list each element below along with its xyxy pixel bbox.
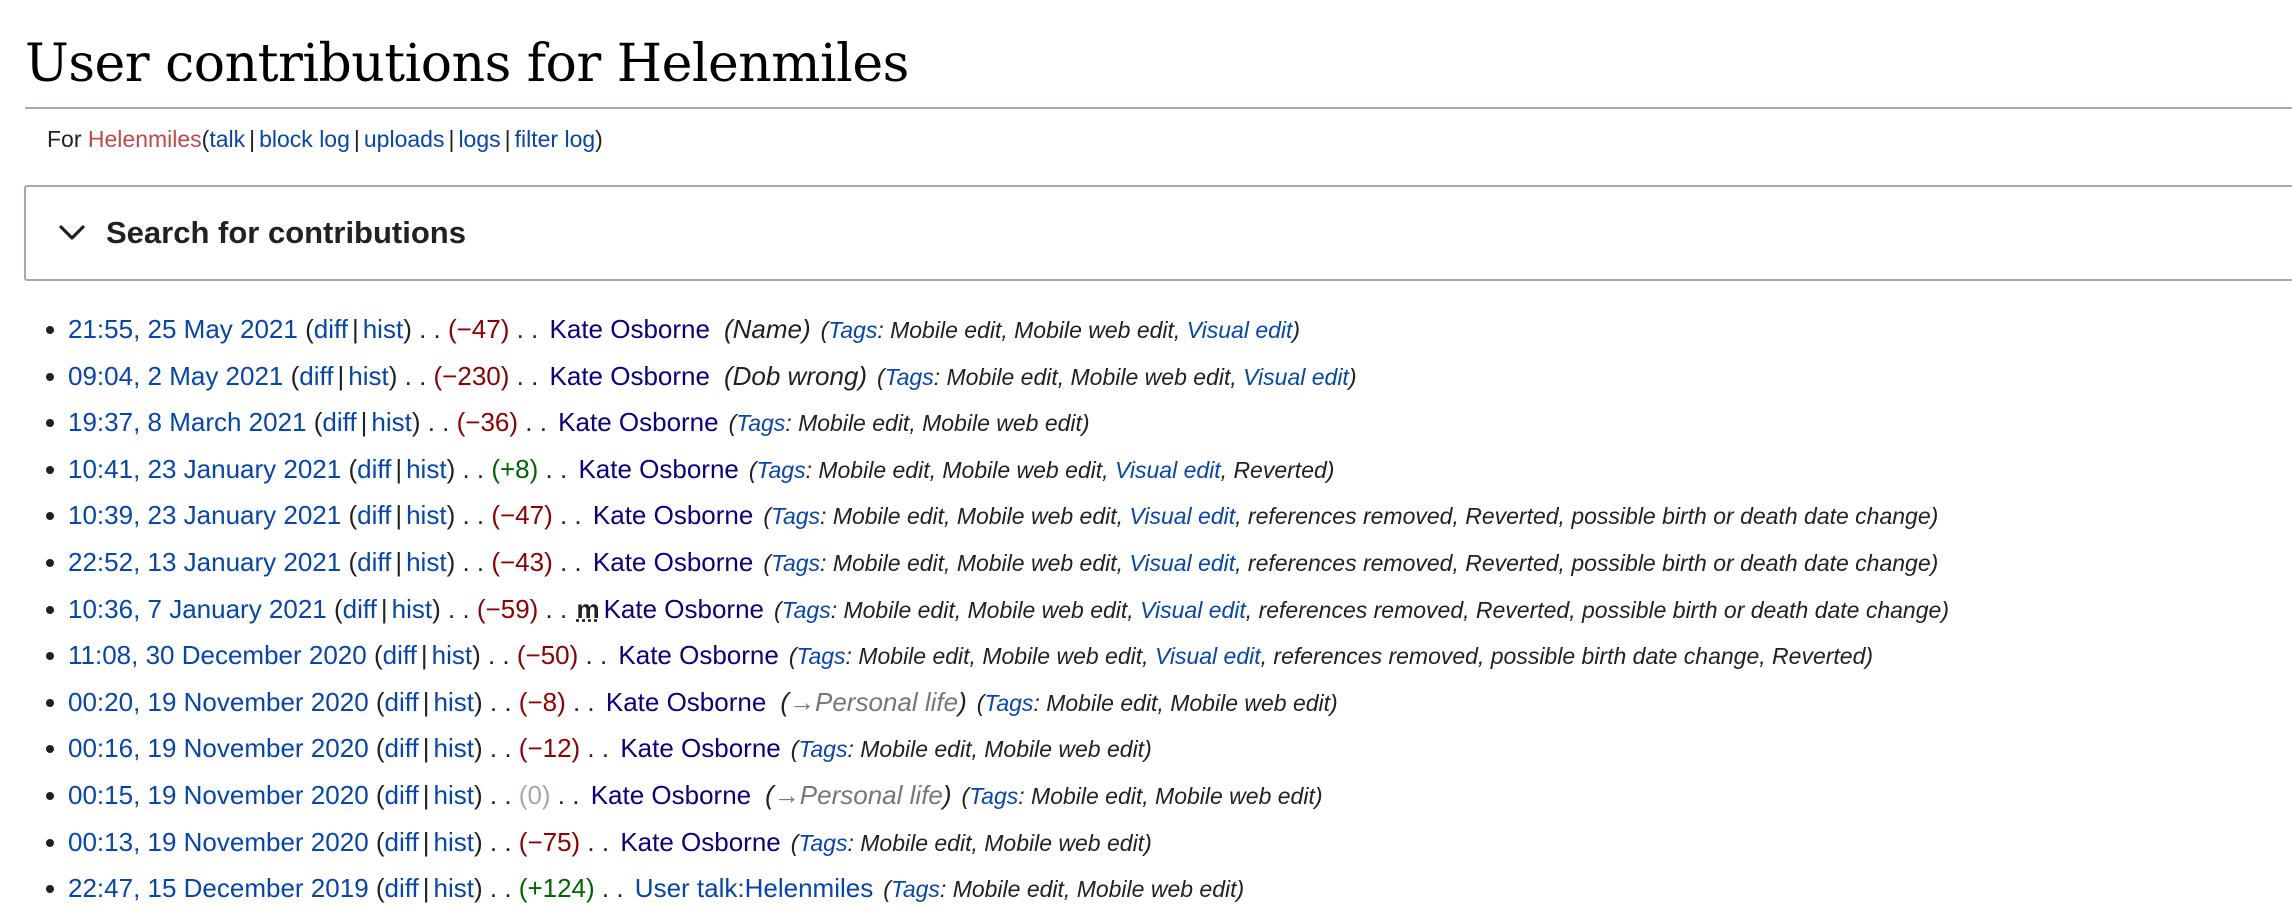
size-change: (+124)	[518, 873, 595, 904]
block-log-link[interactable]: block log	[259, 126, 350, 152]
page-title-link[interactable]: Kate Osborne	[620, 733, 781, 764]
title-divider	[25, 107, 2292, 109]
tags-list: (Tags: Mobile edit, Mobile web edit)	[790, 736, 1152, 763]
chevron-down-icon	[56, 217, 88, 249]
size-change: (−36)	[456, 407, 519, 438]
contribution-row: 22:47, 15 December 2019 (diff | hist) . . (+124) . . User talk:Helenmiles (Tags: Mobile edit, Mobile web edit)	[68, 865, 2292, 912]
user-tools-subtitle: For Helenmiles(talk | block log | uploads | logs | filter log)	[47, 126, 603, 152]
tags-link[interactable]: Tags	[771, 549, 821, 576]
hist-link[interactable]: hist	[433, 733, 474, 764]
hist-link[interactable]: hist	[433, 686, 474, 717]
tag-values-extra: , references removed, Reverted, possible birth or death date change	[1245, 596, 1942, 623]
search-contributions-panel	[24, 185, 2292, 281]
size-change: (−230)	[433, 360, 510, 391]
tag-values: Mobile edit, Mobile web edit,	[818, 456, 1115, 483]
size-change: (−8)	[518, 686, 566, 717]
tags-link[interactable]: Tags	[756, 456, 806, 483]
tag-values-extra: , references removed, Reverted, possible birth or death date change	[1235, 503, 1931, 530]
logs-link[interactable]: logs	[458, 126, 501, 152]
diff-link[interactable]: diff	[357, 453, 392, 484]
size-change: (0)	[518, 779, 551, 810]
contribution-row: 10:41, 23 January 2021 (diff | hist) . . (+8) . . Kate Osborne (Tags: Mobile edit, Mobile web edit, Visual edit, Reverted)	[68, 446, 2292, 493]
diff-link[interactable]: diff	[384, 733, 419, 764]
minor-edit-flag: m	[576, 593, 600, 624]
visual-edit-tag-link[interactable]: Visual edit	[1129, 549, 1236, 576]
edit-summary: (Dob wrong)	[723, 360, 868, 391]
contribution-row: 10:36, 7 January 2021 (diff | hist) . . (−59) . . m Kate Osborne (Tags: Mobile edit, Mobile web edit, Visual edit, references removed, Reverted, possible birth or death date change)	[68, 586, 2292, 633]
tags-list: (Tags: Mobile edit, Mobile web edit, Visual edit)	[820, 317, 1301, 343]
uploads-link[interactable]: uploads	[363, 126, 445, 152]
visual-edit-tag-link[interactable]: Visual edit	[1129, 503, 1236, 530]
contribution-row: 00:16, 19 November 2020 (diff | hist) . . (−12) . . Kate Osborne (Tags: Mobile edit, Mobile web edit)	[68, 725, 2292, 772]
visual-edit-tag-link[interactable]: Visual edit	[1186, 317, 1293, 343]
tag-values: Mobile edit, Mobile web edit,	[946, 363, 1244, 390]
page-title: User contributions for Helenmiles	[25, 34, 909, 94]
tag-values-extra: , references removed, possible birth date change, Reverted	[1260, 643, 1866, 670]
diff-link[interactable]: diff	[342, 593, 377, 624]
page-title-link[interactable]: Kate Osborne	[592, 500, 754, 531]
tags-link[interactable]: Tags	[796, 643, 846, 670]
timestamp-link[interactable]: 00:16, 19 November 2020	[68, 733, 369, 764]
tags-list: (Tags: Mobile edit, Mobile web edit, Visual edit)	[877, 363, 1357, 390]
page-title-link[interactable]: User talk:Helenmiles	[634, 873, 874, 904]
tags-link[interactable]: Tags	[781, 596, 831, 623]
tag-values: Mobile edit, Mobile web edit	[860, 829, 1145, 856]
page-title-link[interactable]: Kate Osborne	[549, 360, 710, 391]
visual-edit-tag-link[interactable]: Visual edit	[1154, 643, 1261, 670]
page-title-link[interactable]: Kate Osborne	[605, 686, 767, 717]
page-title-link[interactable]: Kate Osborne	[603, 593, 764, 624]
tags-link[interactable]: Tags	[798, 736, 848, 763]
contribution-row: 11:08, 30 December 2020 (diff | hist) . . (−50) . . Kate Osborne (Tags: Mobile edit, Mobile web edit, Visual edit, references removed, possible birth date change, Reverted)	[68, 632, 2292, 679]
page-title-link[interactable]: Kate Osborne	[592, 546, 754, 577]
tag-values: Mobile edit, Mobile web edit	[798, 410, 1082, 437]
timestamp-link[interactable]: 09:04, 2 May 2021	[68, 360, 284, 391]
tags-list: (Tags: Mobile edit, Mobile web edit)	[790, 829, 1152, 856]
contribution-row: 19:37, 8 March 2021 (diff | hist) . . (−36) . . Kate Osborne (Tags: Mobile edit, Mobile web edit)	[68, 399, 2292, 446]
size-change: (−59)	[476, 593, 539, 624]
hist-link[interactable]: hist	[433, 779, 474, 810]
size-change: (−12)	[518, 733, 581, 764]
tags-list: (Tags: Mobile edit, Mobile web edit)	[976, 689, 1338, 716]
tag-values: Mobile edit, Mobile web edit	[1031, 782, 1315, 809]
search-contributions-title: Search for contributions	[106, 215, 466, 250]
tags-link[interactable]: Tags	[969, 782, 1019, 809]
size-change: (−50)	[516, 640, 579, 671]
page-title-link[interactable]: Kate Osborne	[558, 407, 719, 438]
hist-link[interactable]: hist	[406, 500, 447, 531]
contribution-row: 00:15, 19 November 2020 (diff | hist) . . (0) . . Kate Osborne (→Personal life) (Tags: Mobile edit, Mobile web edit)	[68, 772, 2292, 819]
contributions-list	[0, 306, 2292, 912]
visual-edit-tag-link[interactable]: Visual edit	[1140, 596, 1246, 623]
tags-link[interactable]: Tags	[890, 876, 940, 903]
tags-list: (Tags: Mobile edit, Mobile web edit, Visual edit, references removed, Reverted, possible birth or death date change)	[774, 596, 1949, 623]
tags-link[interactable]: Tags	[984, 689, 1034, 716]
timestamp-link[interactable]: 00:15, 19 November 2020	[68, 779, 369, 810]
page-title-link[interactable]: Kate Osborne	[590, 779, 752, 810]
timestamp-link[interactable]: 10:39, 23 January 2021	[68, 500, 342, 531]
edit-summary: (→Personal life)	[780, 686, 967, 717]
diff-link[interactable]: diff	[322, 407, 357, 438]
page-title-link[interactable]: Kate Osborne	[620, 826, 781, 857]
tag-values-extra: , references removed, Reverted, possible birth or death date change	[1235, 549, 1931, 576]
contribution-row: 10:39, 23 January 2021 (diff | hist) . . (−47) . . Kate Osborne (Tags: Mobile edit, Mobile web edit, Visual edit, references removed, Reverted, possible birth or death date change)	[68, 492, 2292, 539]
tag-values: Mobile edit, Mobile web edit,	[890, 317, 1187, 343]
tag-values: Mobile edit, Mobile web edit,	[858, 643, 1155, 670]
diff-link[interactable]: diff	[357, 500, 392, 531]
hist-link[interactable]: hist	[406, 453, 447, 484]
diff-link[interactable]: diff	[357, 546, 392, 577]
tags-list: (Tags: Mobile edit, Mobile web edit)	[883, 876, 1245, 903]
timestamp-link[interactable]: 11:08, 30 December 2020	[68, 640, 367, 671]
hist-link[interactable]: hist	[433, 826, 474, 857]
tag-values: Mobile edit, Mobile web edit,	[832, 503, 1130, 530]
diff-link[interactable]: diff	[384, 873, 419, 904]
timestamp-link[interactable]: 22:52, 13 January 2021	[68, 546, 342, 577]
visual-edit-tag-link[interactable]: Visual edit	[1114, 456, 1221, 483]
hist-link[interactable]: hist	[433, 873, 474, 904]
hist-link[interactable]: hist	[391, 593, 433, 624]
timestamp-link[interactable]: 10:41, 23 January 2021	[68, 453, 342, 484]
tags-list: (Tags: Mobile edit, Mobile web edit)	[728, 410, 1090, 437]
section-link[interactable]: →Personal life	[788, 686, 959, 717]
page-title-link[interactable]: Kate Osborne	[618, 640, 779, 671]
size-change: (−43)	[491, 546, 553, 577]
size-change: (−47)	[491, 500, 553, 531]
diff-link[interactable]: diff	[382, 640, 417, 671]
tags-link[interactable]: Tags	[798, 829, 848, 856]
tags-list: (Tags: Mobile edit, Mobile web edit, Visual edit, references removed, Reverted, possible birth or death date change)	[763, 503, 1939, 530]
hist-link[interactable]: hist	[348, 360, 389, 391]
tags-link[interactable]: Tags	[884, 363, 934, 390]
visual-edit-tag-link[interactable]: Visual edit	[1243, 363, 1349, 390]
hist-link[interactable]: hist	[431, 640, 473, 671]
tag-values: Mobile edit, Mobile web edit	[952, 876, 1237, 903]
tag-values: Mobile edit, Mobile web edit,	[843, 596, 1141, 623]
timestamp-link[interactable]: 22:47, 15 December 2019	[68, 873, 369, 904]
tags-list: (Tags: Mobile edit, Mobile web edit, Visual edit, references removed, Reverted, possible birth or death date change)	[763, 549, 1939, 576]
edit-summary: (Name)	[723, 314, 811, 344]
hist-link[interactable]: hist	[406, 546, 447, 577]
contribution-row: 00:20, 19 November 2020 (diff | hist) . . (−8) . . Kate Osborne (→Personal life) (Tags: Mobile edit, Mobile web edit)	[68, 679, 2292, 726]
tags-list: (Tags: Mobile edit, Mobile web edit)	[961, 782, 1323, 809]
search-contributions-toggle[interactable]	[56, 187, 466, 279]
tags-list: (Tags: Mobile edit, Mobile web edit, Visual edit, Reverted)	[748, 456, 1335, 483]
hist-link[interactable]: hist	[362, 314, 404, 344]
tags-link[interactable]: Tags	[736, 410, 786, 437]
contribution-row: 22:52, 13 January 2021 (diff | hist) . . (−43) . . Kate Osborne (Tags: Mobile edit, Mobile web edit, Visual edit, references removed, Reverted, possible birth or death date change)	[68, 539, 2292, 586]
contribution-row: 09:04, 2 May 2021 (diff | hist) . . (−230) . . Kate Osborne (Dob wrong) (Tags: Mobile edit, Mobile web edit, Visual edit)	[68, 353, 2292, 400]
tag-values: Mobile edit, Mobile web edit,	[832, 549, 1130, 576]
page-title-link[interactable]: Kate Osborne	[549, 314, 710, 344]
for-label: For	[47, 126, 82, 152]
timestamp-link[interactable]: 21:55, 25 May 2021	[68, 314, 298, 344]
edit-summary: (→Personal life)	[765, 779, 952, 810]
tags-list: (Tags: Mobile edit, Mobile web edit, Visual edit, references removed, possible birth date change, Reverted)	[788, 643, 1874, 670]
hist-link[interactable]: hist	[371, 407, 412, 438]
page-title-link[interactable]: Kate Osborne	[578, 453, 739, 484]
size-change: (+8)	[491, 453, 539, 484]
tag-values: Mobile edit, Mobile web edit	[860, 736, 1145, 763]
tag-values-extra: , Reverted	[1220, 456, 1327, 483]
filter-log-link[interactable]: filter log	[514, 126, 596, 152]
size-change: (−47)	[447, 314, 510, 344]
diff-link[interactable]: diff	[384, 826, 419, 857]
talk-link[interactable]: talk	[209, 126, 246, 152]
contribution-row: 00:13, 19 November 2020 (diff | hist) . . (−75) . . Kate Osborne (Tags: Mobile edit, Mobile web edit)	[68, 819, 2292, 866]
tags-link[interactable]: Tags	[828, 317, 878, 343]
diff-link[interactable]: diff	[313, 314, 348, 344]
timestamp-link[interactable]: 10:36, 7 January 2021	[68, 593, 327, 624]
diff-link[interactable]: diff	[384, 686, 419, 717]
contribution-row: 21:55, 25 May 2021 (diff | hist) . . (−47) . . Kate Osborne (Name) (Tags: Mobile edit, Mobile web edit, Visual edit)	[68, 306, 2292, 353]
timestamp-link[interactable]: 00:20, 19 November 2020	[68, 686, 369, 717]
diff-link[interactable]: diff	[299, 360, 334, 391]
timestamp-link[interactable]: 00:13, 19 November 2020	[68, 826, 369, 857]
tag-values: Mobile edit, Mobile web edit	[1046, 689, 1331, 716]
diff-link[interactable]: diff	[384, 779, 419, 810]
section-link[interactable]: →Personal life	[773, 779, 943, 810]
size-change: (−75)	[518, 826, 581, 857]
timestamp-link[interactable]: 19:37, 8 March 2021	[68, 407, 307, 438]
user-link[interactable]: Helenmiles	[87, 126, 202, 152]
tags-link[interactable]: Tags	[771, 503, 821, 530]
